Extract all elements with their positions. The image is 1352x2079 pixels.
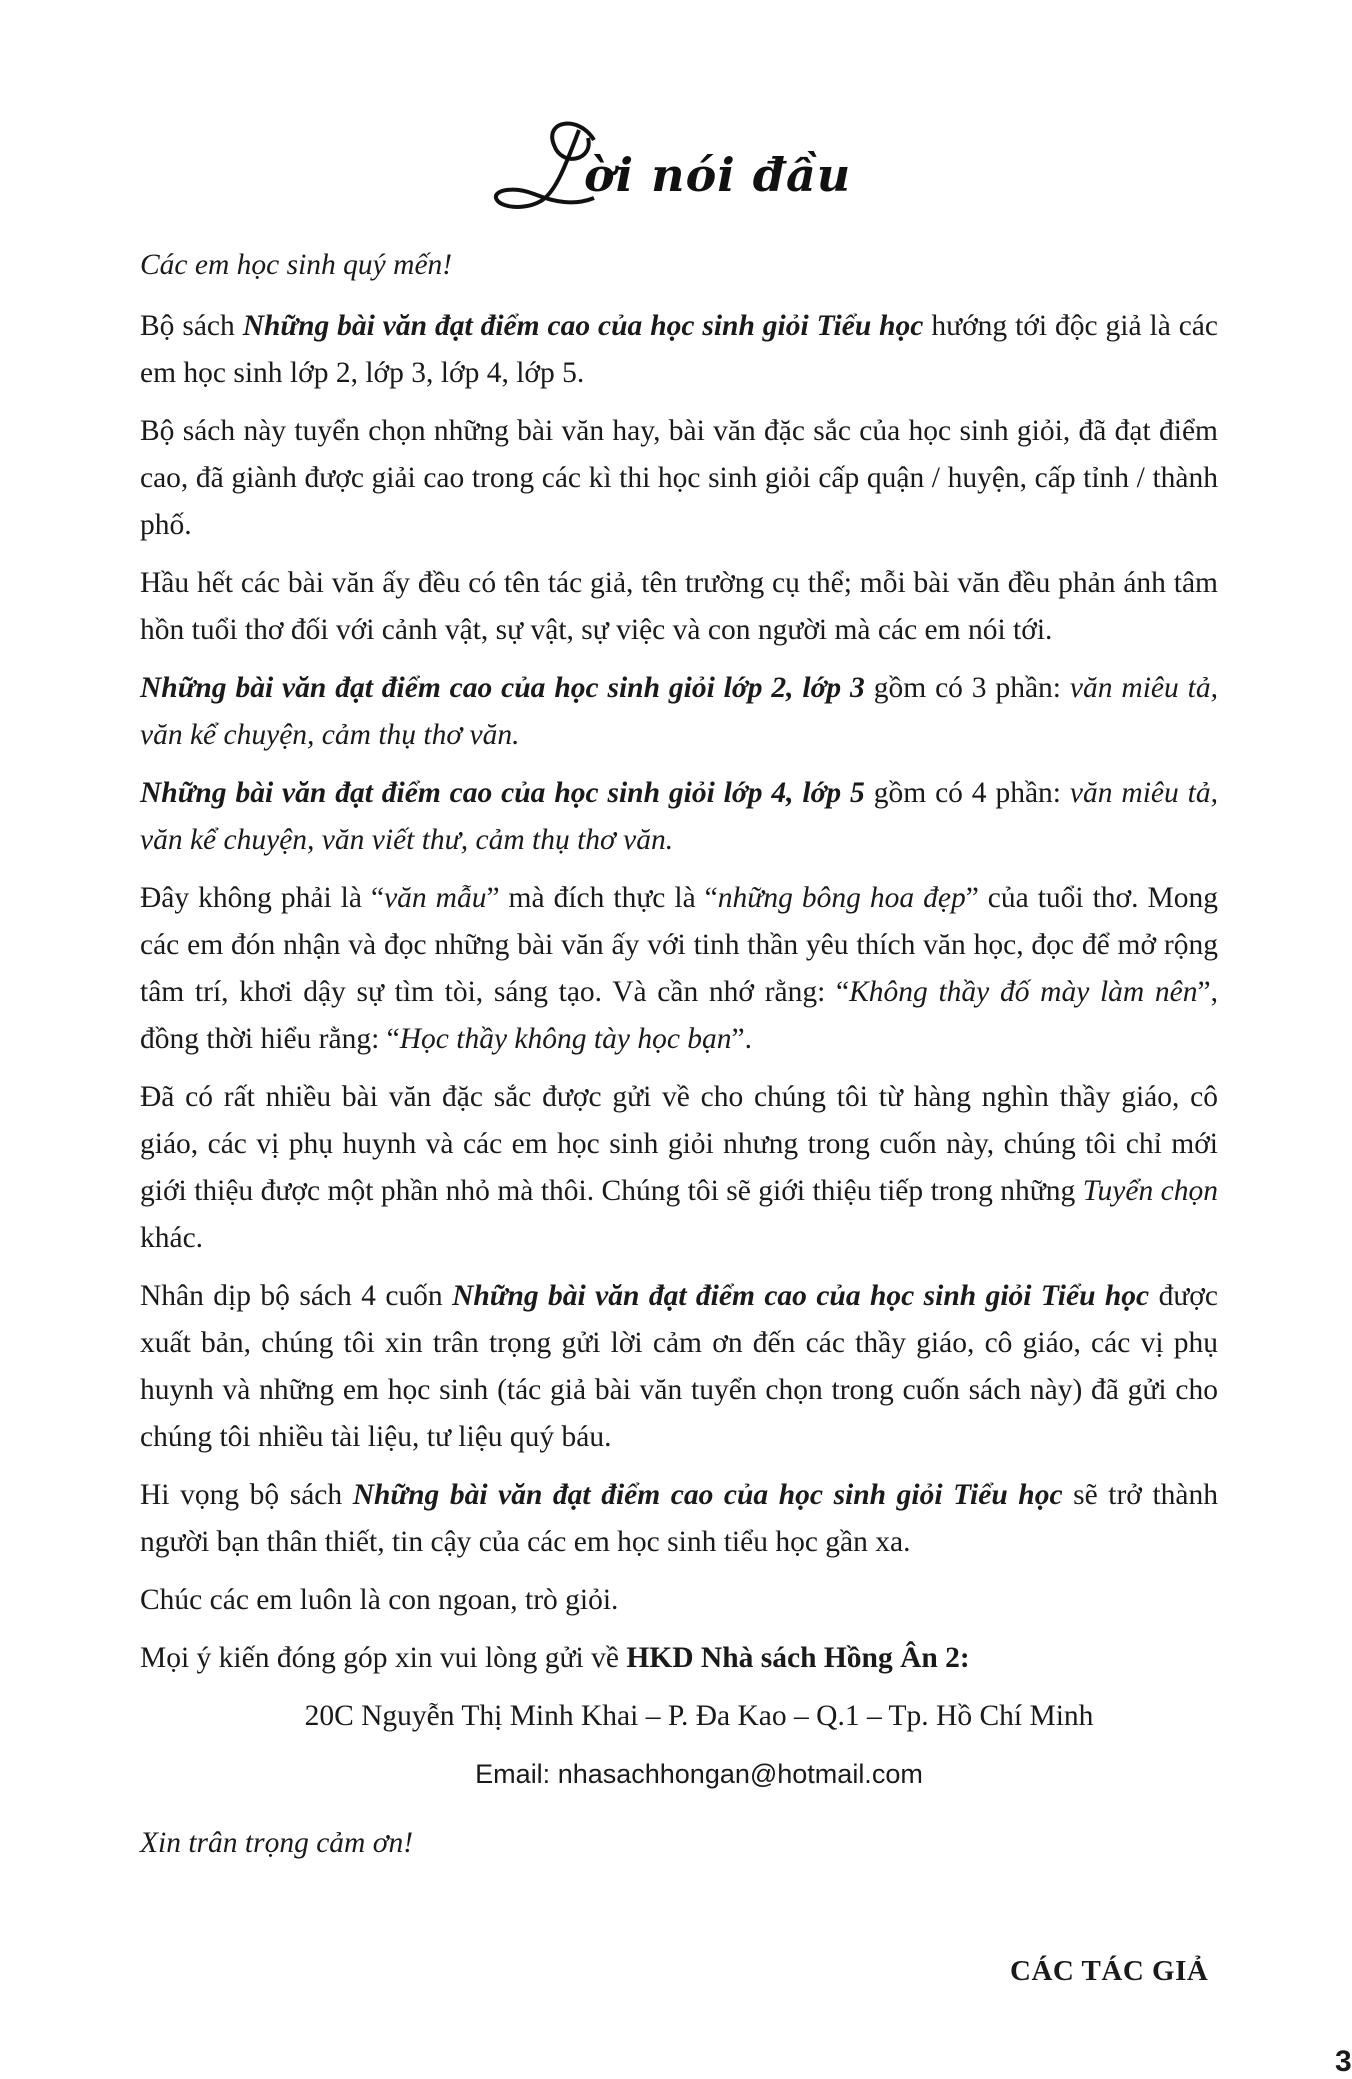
paragraph-6: Đây không phải là “văn mẫu” mà đích thực là “những bông hoa đẹp” của tuổi thơ. Mong các em đón nhận và đọc những bài văn ấy với tinh thần yêu thích văn học, đọc để mở rộng tâm trí, khơi dậy sự tìm tòi, sáng tạo. Và cần nhớ rằng: “Không thầy đố mày làm nên”, đồng thời hiểu rằng: “Học thầy không tày học bạn”. — [140, 882, 1219, 1055]
preface-body — [140, 242, 1218, 1878]
page-title — [484, 110, 944, 220]
paragraph-2: Bộ sách này tuyển chọn những bài văn hay, bài văn đặc sắc của học sinh giỏi, đã đạt điểm cao, đã giành được giải cao trong các kì thi học sinh giỏi cấp quận / huyện, cấp tỉnh / thành phố. — [140, 415, 1218, 541]
page-title-text: ời nói đầu — [584, 148, 852, 202]
page-number: 3 — [1335, 2045, 1352, 2078]
email: Email: nhasachhongan@hotmail.com — [475, 1759, 923, 1789]
address: 20C Nguyễn Thị Minh Khai – P. Đa Kao – Q.1 – Tp. Hồ Chí Minh — [304, 1700, 1094, 1732]
closing: Xin trân trọng cảm ơn! — [140, 1827, 414, 1859]
paragraph-9: Hi vọng bộ sách Những bài văn đạt điểm cao của học sinh giỏi Tiểu học sẽ trở thành người bạn thân thiết, tin cậy của các em học sinh tiểu học gần xa. — [140, 1479, 1219, 1558]
paragraph-11: Mọi ý kiến đóng góp xin vui lòng gửi về HKD Nhà sách Hồng Ân 2: — [140, 1642, 970, 1674]
paragraph-1: Bộ sách Những bài văn đạt điểm cao của học sinh giỏi Tiểu học hướng tới độc giả là các em học sinh lớp 2, lớp 3, lớp 4, lớp 5. — [140, 310, 1218, 389]
signature: CÁC TÁC GIẢ — [1010, 1955, 1209, 1987]
paragraph-7: Đã có rất nhiều bài văn đặc sắc được gửi về cho chúng tôi từ hàng nghìn thầy giáo, cô giáo, các vị phụ huynh và các em học sinh giỏi nhưng trong cuốn này, chúng tôi chỉ mới giới thiệu được một phần nhỏ mà thôi. Chúng tôi sẽ giới thiệu tiếp trong những Tuyển chọn khác. — [140, 1081, 1218, 1254]
paragraph-5: Những bài văn đạt điểm cao của học sinh giỏi lớp 4, lớp 5 gồm có 4 phần: văn miêu tả, văn kể chuyện, văn viết thư, cảm thụ thơ văn. — [140, 777, 1218, 856]
paragraph-10: Chúc các em luôn là con ngoan, trò giỏi. — [140, 1584, 619, 1616]
paragraph-3: Hầu hết các bài văn ấy đều có tên tác giả, tên trường cụ thể; mỗi bài văn đều phản ánh tâm hồn tuổi thơ đối với cảnh vật, sự vật, sự việc và con người mà các em nói tới. — [140, 567, 1218, 646]
paragraph-8: Nhân dịp bộ sách 4 cuốn Những bài văn đạt điểm cao của học sinh giỏi Tiểu học được xuất bản, chúng tôi xin trân trọng gửi lời cảm ơn đến các thầy giáo, cô giáo, các vị phụ huynh và những em học sinh (tác giả bài văn tuyển chọn trong cuốn sách này) đã gửi cho chúng tôi nhiều tài liệu, tư liệu quý báu. — [140, 1280, 1219, 1453]
paragraph-4: Những bài văn đạt điểm cao của học sinh giỏi lớp 2, lớp 3 gồm có 3 phần: văn miêu tả, văn kể chuyện, cảm thụ thơ văn. — [140, 672, 1218, 751]
greeting: Các em học sinh quý mến! — [140, 249, 453, 281]
